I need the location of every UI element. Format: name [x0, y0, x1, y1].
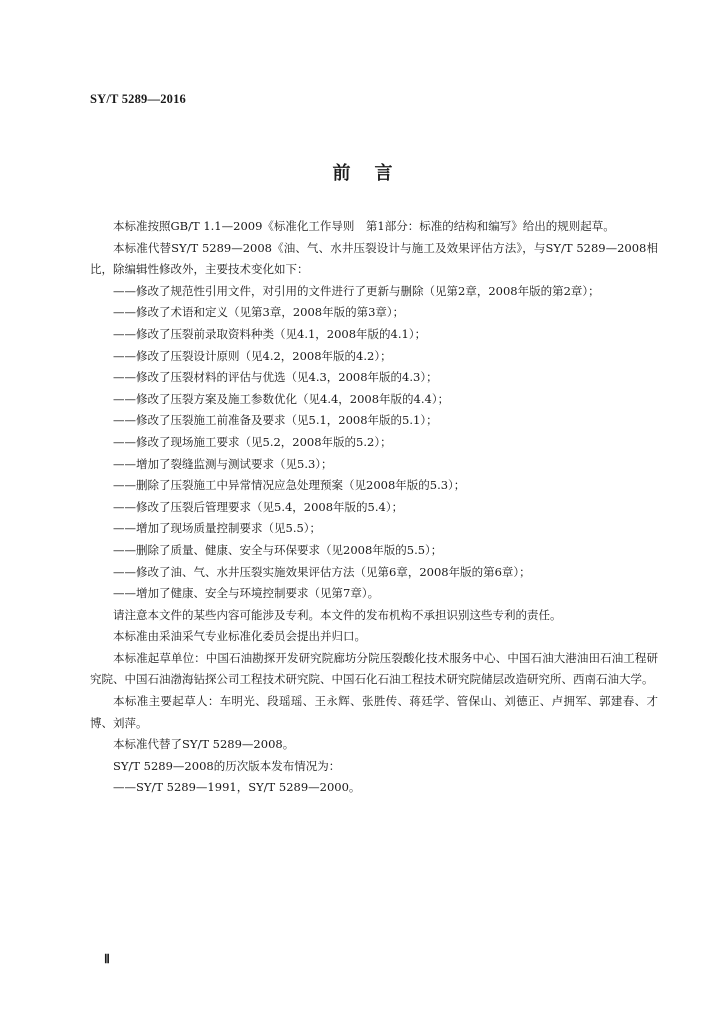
- paragraph-replaces: 本标准代替SY/T 5289—2008《油、气、水井压裂设计与施工及效果评估方法》，与SY/T 5289—2008相比，除编辑性修改外，主要技术变化如下：: [90, 240, 658, 277]
- paragraph-drafting-rules: 本标准按照GB/T 1.1—2009《标准化工作导则 第1部分：标准的结构和编写》给出的规则起草。: [113, 219, 615, 233]
- paragraph-proposer: 本标准由采油采气专业标准化委员会提出并归口。: [113, 629, 366, 644]
- change-item: ——修改了术语和定义（见第3章，2008年版的第3章）；: [113, 305, 405, 320]
- change-item: ——修改了规范性引用文件，对引用的文件进行了更新与删除（见第2章，2008年版的第2章）；: [113, 283, 600, 298]
- paragraph-superseded: 本标准代替了SY/T 5289—2008。: [113, 737, 295, 752]
- paragraph-drafting-units: 本标准起草单位：中国石油勘探开发研究院廊坊分院压裂酸化技术服务中心、中国石油大港油田石油工程研究院、中国石油渤海钻探公司工程技术研究院、中国石化石油工程技术研究院储层改造研究所、西南石油大学。: [90, 650, 658, 687]
- change-item: ——修改了压裂材料的评估与优选（见4.3，2008年版的4.3）；: [113, 370, 438, 385]
- change-item: ——修改了压裂施工前准备及要求（见5.1，2008年版的5.1）；: [113, 413, 438, 428]
- paragraph-version-history: ——SY/T 5289—1991，SY/T 5289—2000。: [113, 780, 361, 795]
- change-item: ——修改了压裂设计原则（见4.2，2008年版的4.2）；: [113, 348, 392, 363]
- change-item: ——修改了现场施工要求（见5.2，2008年版的5.2）；: [113, 434, 392, 449]
- paragraph-patent-notice: 请注意本文件的某些内容可能涉及专利。本文件的发布机构不承担识别这些专利的责任。: [113, 607, 562, 622]
- change-item: ——修改了油、气、水井压裂实施效果评估方法（见第6章，2008年版的第6章）；: [113, 564, 531, 579]
- page-title: 前言: [332, 163, 417, 184]
- page-number: Ⅱ: [104, 952, 110, 966]
- change-item: ——增加了裂缝监测与测试要求（见5.3）；: [113, 456, 333, 471]
- change-item: ——增加了现场质量控制要求（见5.5）；: [113, 521, 322, 536]
- paragraph-version-history-intro: SY/T 5289—2008的历次版本发布情况为：: [113, 758, 341, 773]
- change-item: ——修改了压裂方案及施工参数优化（见4.4，2008年版的4.4）；: [113, 391, 450, 406]
- change-item: ——增加了健康、安全与环境控制要求（见第7章）。: [113, 586, 380, 601]
- document-code: SY/T 5289—2016: [90, 92, 186, 106]
- change-item: ——修改了压裂前录取资料种类（见4.1，2008年版的4.1）；: [113, 326, 427, 341]
- foreword-body: [90, 216, 658, 799]
- change-item: ——删除了压裂施工中异常情况应急处理预案（见2008年版的5.3）；: [113, 478, 466, 493]
- paragraph-drafters: 本标准主要起草人：车明光、段瑶瑶、王永辉、张胜传、蒋廷学、管保山、刘德正、卢拥军、郭建春、才博、刘萍。: [90, 694, 658, 730]
- change-item: ——删除了质量、健康、安全与环保要求（见2008年版的5.5）；: [113, 542, 443, 557]
- change-item: ——修改了压裂后管理要求（见5.4，2008年版的5.4）；: [113, 499, 404, 514]
